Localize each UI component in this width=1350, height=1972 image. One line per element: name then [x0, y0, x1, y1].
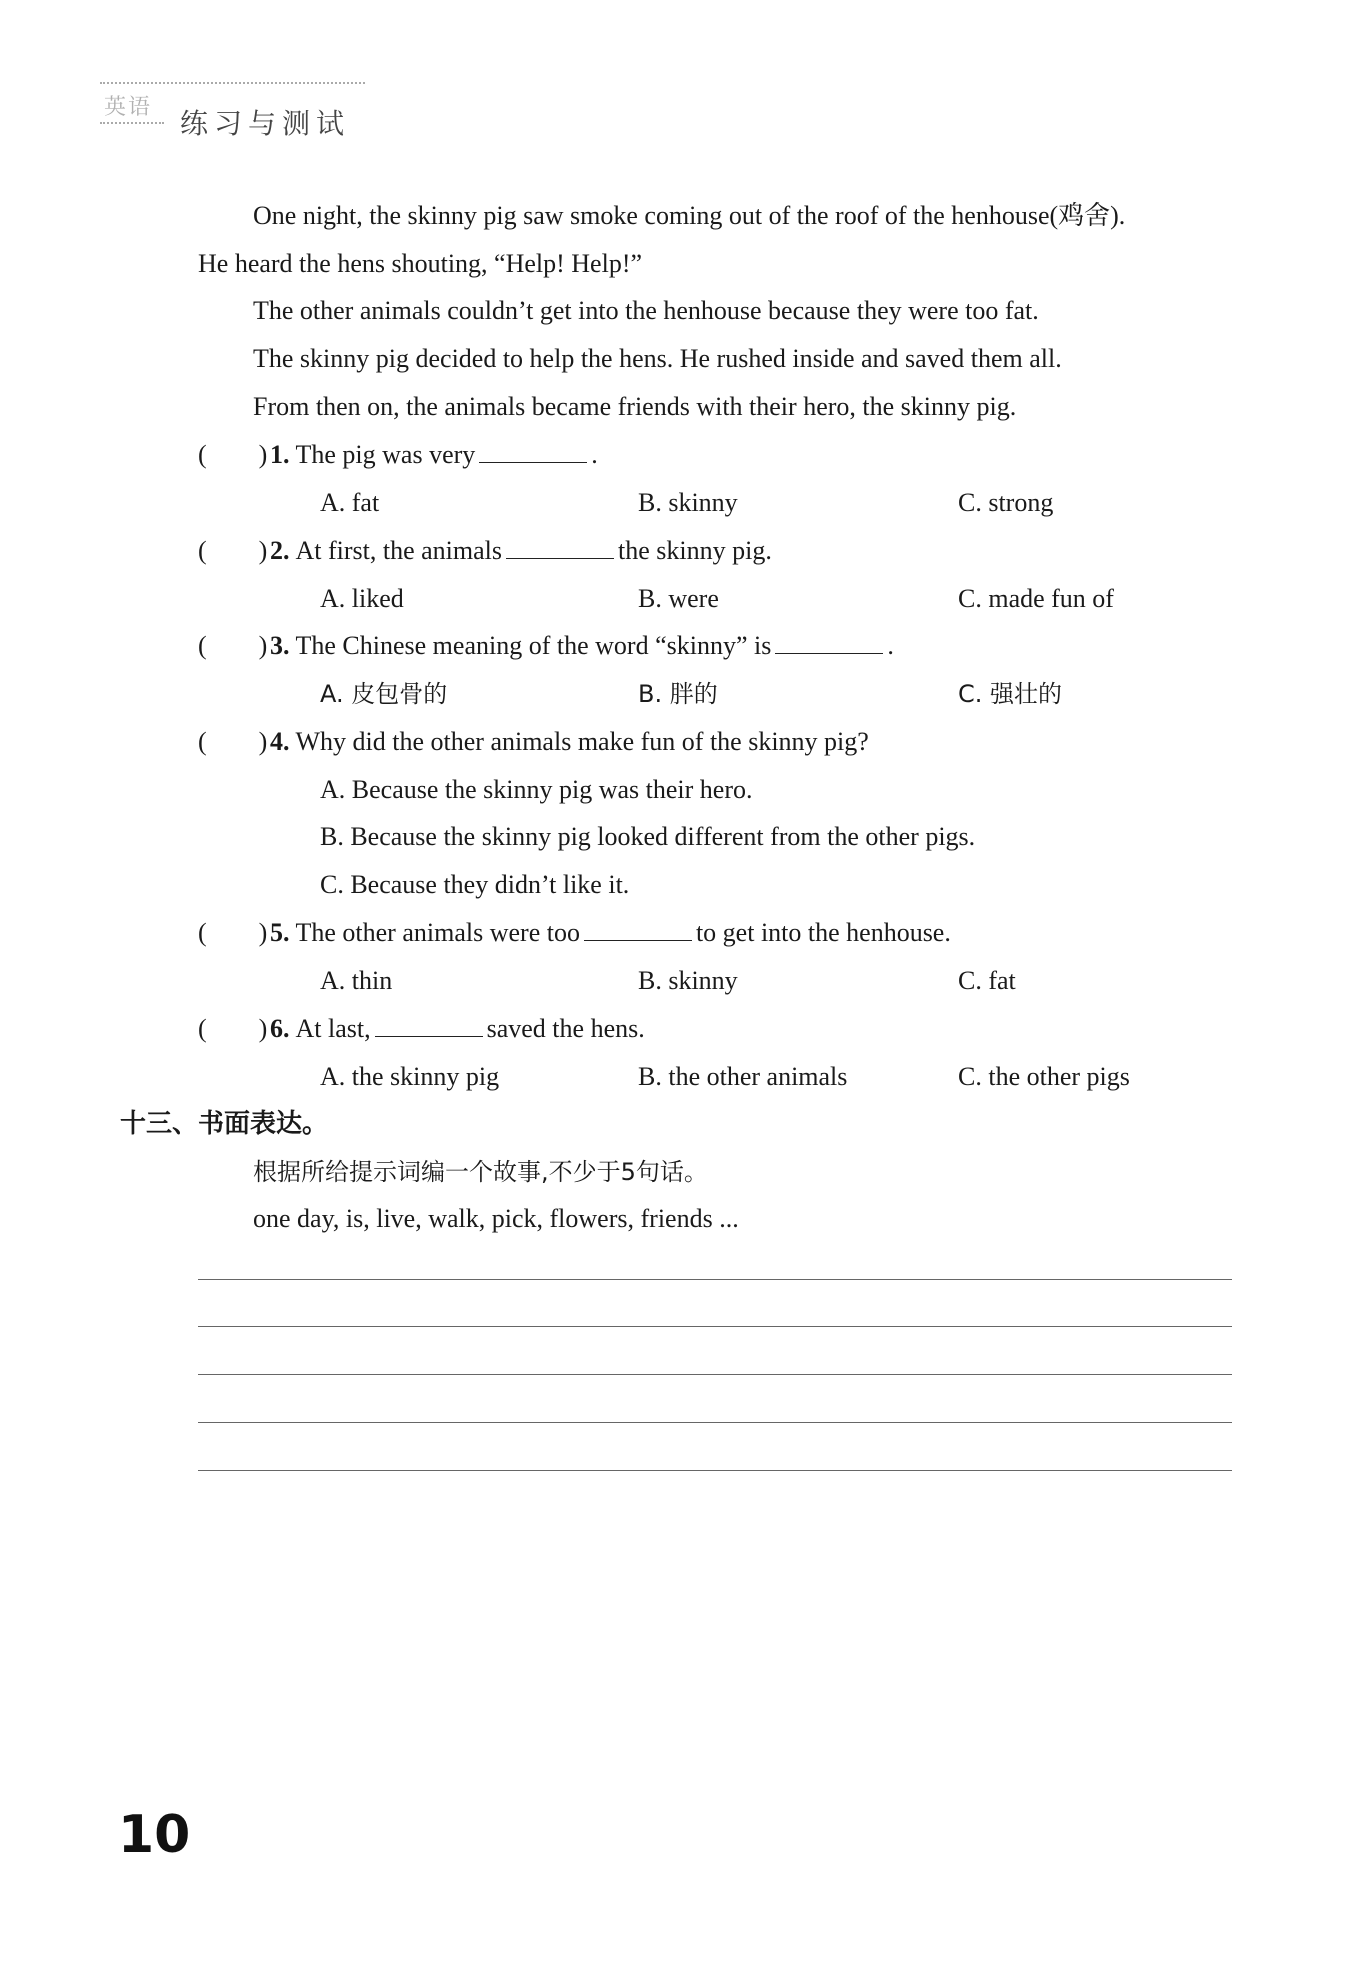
option-a — [320, 678, 447, 710]
option-b: B. skinny — [638, 966, 738, 995]
passage-line: One night, the skinny pig saw smoke coming out of the roof of the henhouse(鸡舍). — [253, 201, 1126, 230]
question-number: 5. — [270, 918, 290, 947]
question-4 — [198, 726, 869, 758]
page-number: 10 — [118, 1805, 191, 1865]
answer-blank[interactable] — [375, 1014, 483, 1037]
question-number: 6. — [270, 1014, 290, 1043]
writing-keywords: one day, is, live, walk, pick, flowers, friends ... — [253, 1204, 739, 1233]
answer-bracket[interactable]: ( ) — [198, 1014, 268, 1043]
question-text-end: to get into the henhouse. — [695, 918, 951, 947]
header-dotted-rule — [100, 82, 365, 84]
book-title: 练习与测试 — [180, 107, 351, 140]
answer-bracket[interactable]: ( ) — [198, 918, 268, 947]
writing-line[interactable] — [198, 1470, 1232, 1471]
writing-section-title: 十三、书面表达。 — [120, 1109, 329, 1139]
subject-dotted-underline — [100, 122, 164, 124]
question-text: The Chinese meaning of the word “skinny” is — [295, 631, 772, 660]
passage-line: The skinny pig decided to help the hens. He rushed inside and saved them all. — [253, 344, 1062, 373]
question-text: At last, — [295, 1014, 371, 1043]
question-number: 3. — [270, 631, 290, 660]
question-text: Why did the other animals make fun of the skinny pig? — [295, 727, 869, 756]
option-c: C. the other pigs — [958, 1062, 1130, 1091]
answer-blank[interactable] — [584, 918, 692, 941]
question-text: The other animals were too — [295, 918, 580, 947]
writing-line[interactable] — [198, 1279, 1232, 1280]
option-b: B. the other animals — [638, 1062, 848, 1091]
option-b: B. skinny — [638, 488, 738, 517]
question-text-end: the skinny pig. — [618, 536, 772, 565]
question-3 — [198, 630, 894, 662]
passage-line: The other animals couldn’t get into the henhouse because they were too fat. — [253, 296, 1039, 325]
option-c: C. strong — [958, 488, 1054, 517]
option-a: A. fat — [320, 488, 380, 517]
option-c: C. made fun of — [958, 584, 1114, 613]
question-5 — [198, 917, 951, 949]
answer-blank[interactable] — [479, 440, 587, 463]
question-2 — [198, 535, 772, 567]
question-6 — [198, 1013, 645, 1045]
option-a: A. thin — [320, 966, 393, 995]
option-c: C. Because they didn’t like it. — [320, 870, 630, 899]
option-b — [638, 678, 718, 710]
subject-label: 英语 — [104, 95, 153, 120]
question-text-end: . — [591, 440, 598, 469]
question-text: At first, the animals — [295, 536, 503, 565]
question-number: 4. — [270, 727, 290, 756]
question-text: The pig was very — [295, 440, 476, 469]
question-number: 1. — [270, 440, 290, 469]
question-text-end: . — [887, 631, 894, 660]
answer-blank[interactable] — [775, 631, 883, 654]
option-text: B. 胖的 — [638, 680, 718, 708]
answer-bracket[interactable]: ( ) — [198, 536, 268, 565]
option-a: A. the skinny pig — [320, 1062, 500, 1091]
answer-bracket[interactable]: ( ) — [198, 631, 268, 660]
writing-line[interactable] — [198, 1326, 1232, 1327]
option-text: A. 皮包骨的 — [320, 680, 448, 708]
writing-line[interactable] — [198, 1374, 1232, 1375]
question-1 — [198, 439, 598, 471]
answer-bracket[interactable]: ( ) — [198, 727, 268, 756]
option-text: C. 强壮的 — [958, 680, 1063, 708]
answer-bracket[interactable]: ( ) — [198, 440, 268, 469]
option-c: C. fat — [958, 966, 1016, 995]
option-c — [958, 678, 1062, 710]
passage-line: From then on, the animals became friends with their hero, the skinny pig. — [253, 392, 1017, 421]
option-a: A. Because the skinny pig was their hero. — [320, 775, 753, 804]
answer-blank[interactable] — [506, 536, 614, 559]
writing-line[interactable] — [198, 1422, 1232, 1423]
page-header — [100, 82, 365, 142]
question-number: 2. — [270, 536, 290, 565]
option-a: A. liked — [320, 584, 404, 613]
passage-line: He heard the hens shouting, “Help! Help!” — [198, 249, 643, 278]
option-b: B. Because the skinny pig looked different from the other pigs. — [320, 822, 976, 851]
option-b: B. were — [638, 584, 719, 613]
question-text-end: saved the hens. — [486, 1014, 645, 1043]
writing-instruction: 根据所给提示词编一个故事,不少于5句话。 — [253, 1158, 708, 1186]
